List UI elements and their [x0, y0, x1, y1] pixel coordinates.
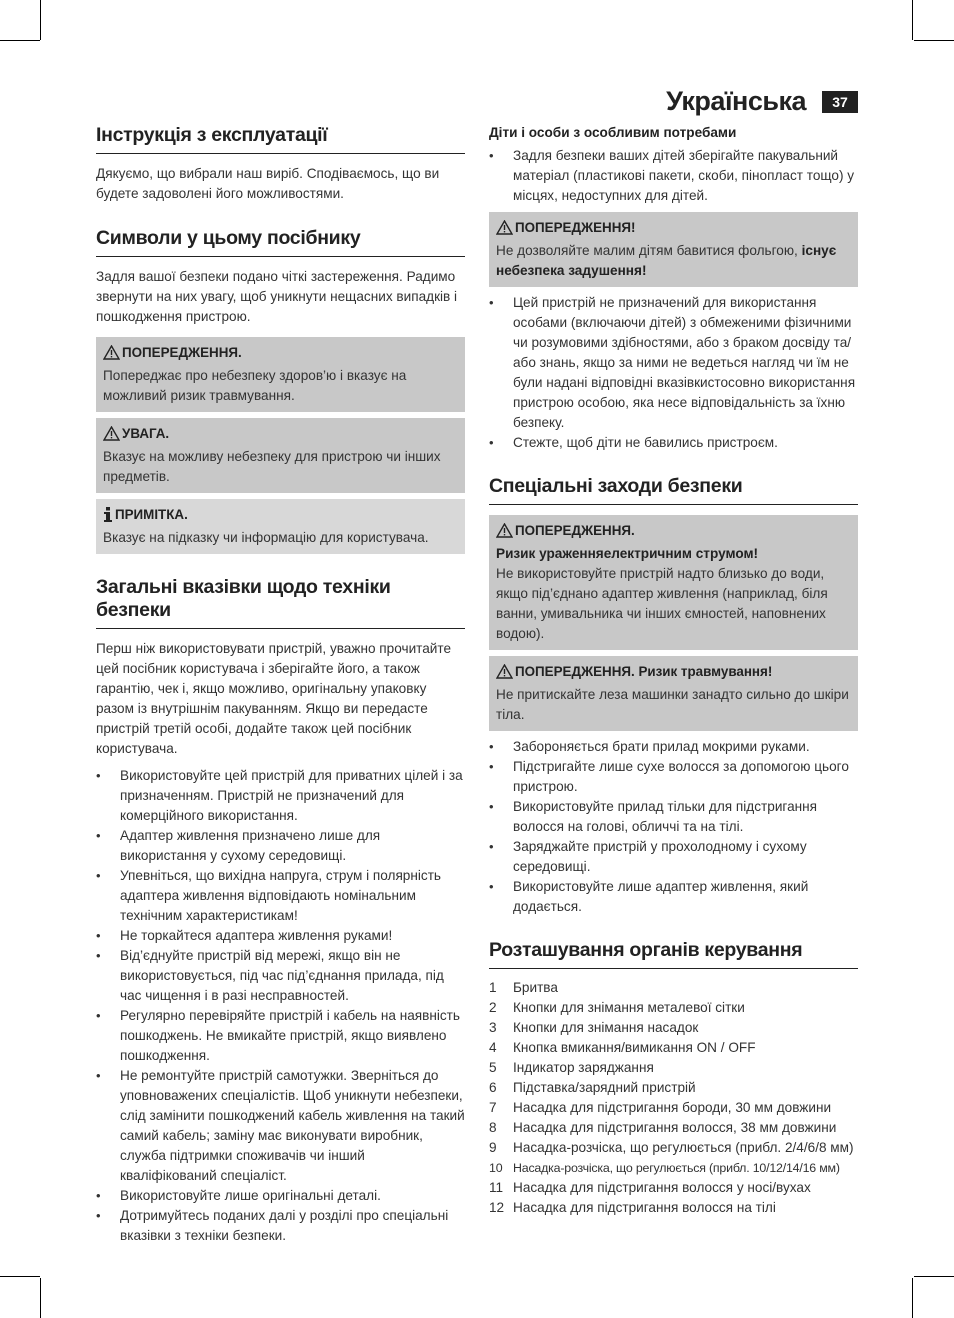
page-number: 37 [822, 91, 858, 113]
electric-warning-bold: Ризик ураженняелектричним струмом! [496, 546, 759, 561]
list-item: • Підстригайте лише сухе волосся за допомогою цього пристрою. [489, 757, 858, 797]
children-list-2 [489, 293, 858, 453]
warning-box [96, 337, 465, 412]
list-item: 10 Насадка-розчіска, що регулюється (прибл. 10/12/14/16 мм) [489, 1161, 840, 1175]
warning-triangle-icon [103, 345, 120, 366]
note-label: ПРИМІТКА. [115, 507, 188, 522]
section-title-instructions: Інструкція з експлуатації [96, 124, 465, 154]
injury-warning-label: ПОПЕРЕДЖЕННЯ. Ризик травмування! [515, 664, 773, 679]
symbols-text: Задля вашої безпеки подано чіткі застереження. Радимо звернути на них увагу, щоб уникнути нещасних випадків і пошкодження пристрою. [96, 269, 458, 324]
list-item: 9 Насадка-розчіска, що регулюється (прибл. 2/4/6/8 мм) [489, 1140, 854, 1155]
list-item: 4 Кнопка вмикання/вимикання ON / OFF [489, 1040, 756, 1055]
list-item: 8 Насадка для підстригання волосся, 38 мм довжини [489, 1120, 837, 1135]
warning-triangle-icon [496, 523, 513, 544]
injury-warning-text: Не притискайте леза машинки занадто сильно до шкіри тіла. [496, 687, 849, 722]
note-text: Вказує на підказку чи інформацію для користувача. [103, 530, 429, 545]
intro-text: Дякуємо, що вибрали наш виріб. Сподіваємось, що ви будете задоволені його можливостями. [96, 166, 440, 201]
crop-mark [914, 1276, 954, 1277]
list-item: 5 Індикатор заряджання [489, 1060, 654, 1075]
list-item: • Від’єднуйте пристрій від мережі, якщо він не використовується, під час під’єднання прилада, під час чищення і в разі несправностей. [96, 946, 465, 1006]
children-subtitle: Діти і особи з особливим потребами [489, 125, 737, 140]
list-item: 6 Підставка/зарядний пристрій [489, 1080, 696, 1095]
electric-warning-text: Не використовуйте пристрій надто близько до води, якщо під’єднано адаптер живлення (наприклад, біля ванни, умивальника чи інших ємностей, наповнених водою). [496, 566, 828, 641]
injury-warning-box [489, 656, 858, 731]
controls-list [489, 978, 858, 1218]
crop-mark [914, 40, 954, 41]
list-item: • Не торкайтеся адаптера живлення руками! [96, 926, 465, 946]
list-item: 2 Кнопки для знімання металевої сітки [489, 1000, 745, 1015]
list-item: • Цей пристрій не призначений для використання особами (включаючи дітей) з обмеженими фізичними чи розумовими здібностями, або з браком досвіду та/або знань, якщо за ними не ведеться нагляд чи їм не були надані відповідні вказівкистосовно використання пристрою особою, яка несе відповідальність за їхню безпеку. [489, 293, 858, 433]
electric-warning-label: ПОПЕРЕДЖЕННЯ. [515, 523, 635, 538]
caution-label: УВАГА. [122, 426, 170, 441]
page-language-title: Українська [666, 86, 806, 116]
children-warning-bold: існує небезпека задушення! [496, 243, 837, 278]
list-item: • Адаптер живлення призначено лише для використання у сухому середовищі. [96, 826, 465, 866]
list-item: 3 Кнопки для знімання насадок [489, 1020, 699, 1035]
caution-text: Вказує на можливу небезпеку для пристрою чи інших предметів. [103, 449, 441, 484]
list-item: • Упевніться, що вихідна напруга, струм і полярність адаптера живлення відповідають номінальним технічним характеристикам! [96, 866, 465, 926]
list-item: • Стежте, щоб діти не бавились пристроєм. [489, 433, 858, 453]
crop-mark [40, 1278, 41, 1318]
list-item: • Задля безпеки ваших дітей зберігайте пакувальний матеріал (пластикові пакети, скоби, пінопласт тощо) у місцях, недоступних для дітей. [489, 146, 858, 206]
list-item: • Використовуйте цей пристрій для приватних цілей і за призначенням. Пристрій не призначений для комерційного використання. [96, 766, 465, 826]
children-warning-plain: Не дозволяйте малим дітям бавитися фольгою, [496, 243, 802, 258]
warning-label: ПОПЕРЕДЖЕННЯ. [122, 345, 242, 360]
children-warning-box [489, 212, 858, 287]
children-list [489, 146, 858, 206]
crop-mark [912, 1278, 913, 1318]
list-item: 12 Насадка для підстригання волосся на тілі [489, 1200, 776, 1215]
list-item: • Дотримуйтесь поданих далі у розділі про спеціальні вказівки з техніки безпеки. [96, 1206, 465, 1246]
warning-text: Попереджає про небезпеку здоров’ю і вказує на можливий ризик травмування. [103, 368, 407, 403]
crop-mark [0, 1276, 40, 1277]
children-warning-text [496, 241, 851, 281]
note-box [96, 499, 465, 554]
list-item: 1 Бритва [489, 980, 558, 995]
list-item: • Забороняється брати прилад мокрими руками. [489, 737, 858, 757]
electric-warning-box [489, 515, 858, 650]
list-item: • Регулярно перевіряйте пристрій і кабель на наявність пошкоджень. Не вмикайте пристрій, якщо виявлено пошкодження. [96, 1006, 465, 1066]
warning-triangle-icon [496, 664, 513, 685]
list-item: • Заряджайте пристрій у прохолодному і сухому середовищі. [489, 837, 858, 877]
right-column [489, 124, 858, 1218]
crop-mark [40, 0, 41, 40]
list-item: • Використовуйте прилад тільки для підстригання волосся на голові, обличчі та на тілі. [489, 797, 858, 837]
list-item: • Використовуйте лише адаптер живлення, який додається. [489, 877, 858, 917]
list-item: 7 Насадка для підстригання бороди, 30 мм довжини [489, 1100, 832, 1115]
section-title-general-safety: Загальні вказівки щодо техніки безпеки [96, 576, 465, 629]
left-column [96, 124, 465, 1246]
special-safety-list [489, 737, 858, 917]
section-title-special-safety: Спеціальні заходи безпеки [489, 475, 858, 505]
section-title-controls: Розташування органів керування [489, 939, 858, 969]
crop-mark [0, 40, 40, 41]
caution-triangle-icon [103, 426, 120, 447]
children-warning-label: ПОПЕРЕДЖЕННЯ! [515, 220, 636, 235]
list-item: • Використовуйте лише оригінальні деталі. [96, 1186, 465, 1206]
general-safety-text: Перш ніж використовувати пристрій, уважно прочитайте цей посібник користувача і зберігайте його, а також гарантію, чек і, якщо можливо, оригінальну упаковку разом із внутрішнім пакуванням. Якщо ви передасте пристрій третій особі, додайте також цей посібник користувача. [96, 641, 452, 756]
crop-mark [912, 0, 913, 40]
info-icon [103, 507, 113, 528]
caution-box [96, 418, 465, 493]
warning-triangle-icon [496, 220, 513, 241]
general-safety-list [96, 766, 465, 1246]
list-item: 11 Насадка для підстригання волосся у носі/вухах [489, 1180, 811, 1195]
list-item: • Не ремонтуйте пристрій самотужки. Зверніться до уповноважених спеціалістів. Щоб уникнути небезпеки, слід замінити пошкоджений кабель живлення на такий самий кабель; заміну має виконувати виробник, служба підтримки споживачів чи інший кваліфікований спеціаліст. [96, 1066, 465, 1186]
section-title-symbols: Символи у цьому посібнику [96, 227, 465, 257]
